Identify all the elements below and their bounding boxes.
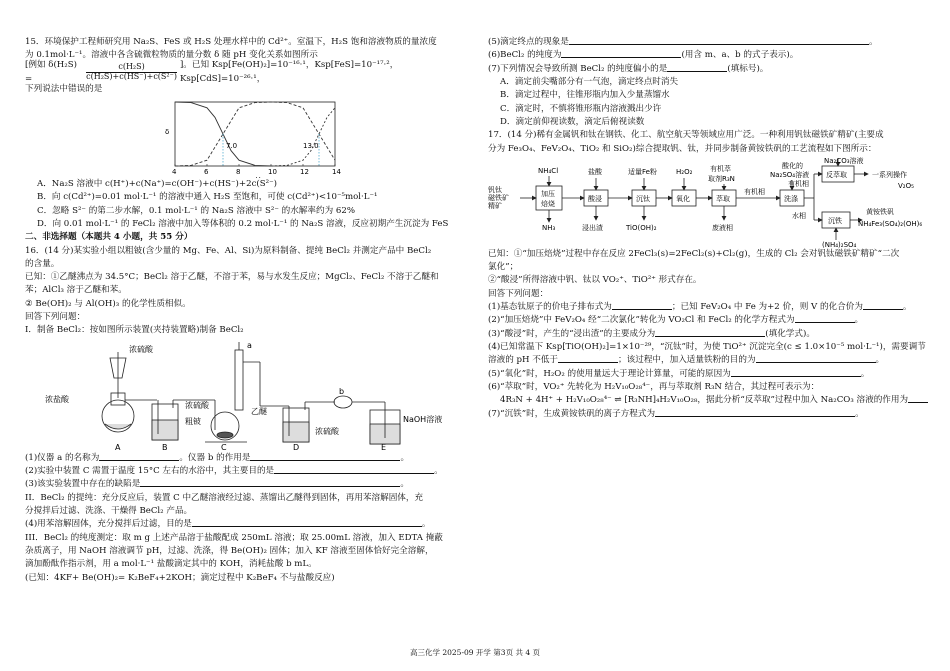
flow-nh4cl: NH₄Cl [538, 166, 559, 175]
q17-3-tail: (填化学式)。 [765, 328, 815, 339]
q16-6-tail: (用含 m、a、b 的式子表示)。 [681, 50, 799, 61]
q16-7-option-d: D．滴定前仰视读数，滴定后俯视读数 [500, 116, 645, 127]
label-conc-h2so4-1: 浓硫酸 [129, 344, 153, 354]
label-A: A [115, 442, 121, 452]
q16-sub-3: (3)该实验装置中存在的缺陷是 。 [25, 479, 409, 490]
q17-known-3: ②“酸浸”所得溶液中钒、钛以 VO₂⁺、TiO²⁺ 形式存在。 [488, 275, 702, 286]
x-tick-label: 8 [236, 167, 241, 176]
q17-sub-1: (1)基态钛原子的价电子排布式为 ；已知 FeV₂O₄ 中 Fe 为+2 价，则 V 的化合价为 。 [488, 302, 912, 313]
q17-4c-text: ；该过程中，加入适量铁粉的目的为 [618, 355, 756, 366]
flow-precip-fe: 沉铁 [828, 216, 842, 225]
q16-sub-4: (4)用苯溶解固体，充分搅拌后过滤，目的是 。 [25, 519, 431, 530]
drying-tube-b [334, 396, 352, 408]
q16-7-text: (7)下列情况会导致所测 BeCl₂ 的纯度偏小的是 [488, 63, 668, 74]
left-column [25, 36, 465, 585]
q17-3-text: (3)“酸浸”时，产生的“浸出渣”的主要成分为 [488, 328, 656, 339]
x-tick-label: 4 [172, 167, 177, 176]
q16-7-option-c: C．滴定时，不慎将锥形瓶内溶液溅出少许 [500, 103, 662, 114]
formula-tail: ]。已知 Ksp[Fe(OH)₂]=10⁻¹⁶·¹，Ksp[FeS]=10⁻¹⁷·²，Ksp[CdS]=10⁻²⁶·¹， [179, 60, 399, 84]
x-tick-label: 10 [268, 167, 277, 176]
crude-be [217, 432, 233, 438]
annotation-label: 7.0 [226, 141, 238, 150]
y-axis-label: δ [165, 127, 170, 136]
q16-part-3d: (已知：4KF+ Be(OH)₂= K₂BeF₄+2KOH；滴定过程中 K₂BeF₄ 不与盐酸反应) [25, 572, 335, 583]
flow-leach: 酸浸 [588, 194, 602, 203]
q15-stem-1: 15．环境保护工程师研究用 Na₂S、FeS 或 H₂S 处理水样中的 Cd²⁺。室温下，H₂S 饱和溶液物质的量浓度 [25, 37, 437, 47]
q17-sub-4b: 溶液的 pH 不低于 ；该过程中，加入适量铁粉的目的为 。 [488, 355, 885, 366]
q15-option-a: A．Na₂S 溶液中 c(H⁺)+c(Na⁺)=c(OH⁻)+c(HS⁻)+2c(S²⁻) [37, 178, 277, 189]
label-naoh: NaOH溶液 [403, 414, 443, 424]
q16-stem-2: 的含量。 [25, 258, 60, 269]
flow-ore-3: 精矿 [488, 201, 502, 210]
answer-blank[interactable] [569, 36, 869, 45]
q16-sub-6 [488, 49, 928, 62]
q15-option-d: D．向 0.01 mol·L⁻¹ 的 FeCl₂ 溶液中加入等体积的 0.2 mol·L⁻¹ 的 Na₂S 溶液，反应初期产生沉淀为 FeS [37, 218, 449, 229]
flow-h2o2: H₂O₂ [676, 167, 693, 176]
x-tick-label: 12 [300, 167, 309, 176]
flow-na2co3: Na₂CO₃溶液 [824, 156, 864, 165]
flow-nh4so4: (NH₄)₂SO₄ [822, 240, 857, 248]
flow-water-phase: 水相 [792, 211, 806, 220]
answer-blank[interactable] [667, 63, 727, 72]
q16-sub-7 [488, 63, 928, 76]
q16-part-1: I．制备 BeCl₂：按如图所示装置(夹持装置略)制备 BeCl₂ [25, 325, 244, 336]
chart-frame [175, 102, 335, 166]
q16-4-text: (4)用苯溶解固体，充分搅拌后过滤，目的是 [25, 519, 192, 530]
speciation-chart [25, 96, 465, 178]
apparatus-diagram [25, 338, 465, 452]
formula-lead: [例如 δ(H₂S) = [25, 60, 77, 84]
q16-7-option-b: B．滴定过程中，往锥形瓶内加入少量蒸馏水 [500, 90, 670, 101]
answer-blank[interactable] [558, 354, 618, 363]
q16-known-1: 已知：①乙醚沸点为 34.5°C；BeCl₂ 溶于乙醚，不溶于苯，易与水发生反应；MgCl₂、FeCl₂ 不溶于乙醚和 [25, 272, 439, 283]
q16-stem-1: 16．(14 分)某实验小组以粗铍(含少量的 Mg、Fe、Al、Si)为原料制备、提纯 BeCl₂ 并测定产品中 BeCl₂ [25, 245, 432, 256]
q17-sub-3 [488, 328, 928, 341]
flow-precip-ti: 沉钛 [636, 194, 650, 203]
answer-blank[interactable] [250, 452, 400, 461]
label-ether: 乙醚 [251, 406, 267, 416]
flow-waste: 废液相 [712, 223, 733, 232]
label-b: b [339, 386, 345, 396]
q17-7-text: (7)“沉铁”时，生成黄铵铁矾的离子方程式为 [488, 408, 656, 419]
q16-known-2: 苯；AlCl₃ 溶于乙醚和苯。 [25, 285, 127, 296]
answer-blank[interactable] [99, 452, 179, 461]
series-line-1 [175, 102, 335, 166]
answer-blank[interactable] [908, 394, 928, 403]
flow-tioh: TiO(OH)₂ [626, 223, 657, 232]
condenser-a [235, 350, 243, 410]
bottle-d-liquid [283, 422, 309, 442]
flow-org-phase: 有机相 [744, 187, 765, 196]
answer-blank[interactable] [655, 328, 765, 337]
formula-fraction [86, 63, 177, 82]
q16-part-3a: III．BeCl₂ 的纯度测定：取 m g 上述产品溶于盐酸配成 250mL 溶液；取 25.00mL 溶液，加入 EDTA 掩蔽 [25, 532, 443, 543]
q17-answer-prompt: 回答下列问题： [488, 288, 549, 299]
answer-blank[interactable] [731, 368, 861, 377]
flow-roast-1: 加压 [541, 189, 555, 198]
flow-extract: 萃取 [716, 194, 730, 203]
answer-blank[interactable] [140, 478, 400, 487]
answer-blank[interactable] [863, 301, 903, 310]
formula-numerator: c(H₂S) [118, 62, 145, 72]
q16-part-3c: 滴加酚酞作指示剂，用 a mol·L⁻¹ 盐酸滴定其中的 KOH，消耗盐酸 b mL。 [25, 559, 317, 570]
answer-blank[interactable] [612, 301, 672, 310]
page-footer: 高三化学 2025-09 开学 第3页 共 4 页 [409, 648, 540, 657]
flow-ore-2: 磁铁矿 [488, 193, 509, 202]
q17-sub-6a: (6)“萃取”时，VO₂⁺ 先转化为 H₂V₁₀O₂₈⁴⁻，再与萃取剂 R₃N 结合，其过程可表示为： [488, 381, 820, 392]
flow-extractant-2: 取剂R₃N [708, 174, 735, 183]
q15-option-c: C．忽略 S²⁻ 的第二步水解，0.1 mol·L⁻¹ 的 Na₂S 溶液中 S²⁻ 的水解率约为 62% [37, 205, 356, 216]
q16-known-3: ② Be(OH)₂ 与 Al(OH)₃ 的化学性质相似。 [25, 298, 191, 309]
q17-sub-6b [488, 394, 928, 407]
q16-part-3b: 杂质离子，用 NaOH 溶液调节 pH，过滤、洗涤，得 Be(OH)₂ 固体；加入 KF 溶液至固体恰好完全溶解， [25, 545, 434, 556]
flow-hcl: 盐酸 [588, 167, 602, 176]
q16-sub-1: (1)仪器 a 的名称为 。仪器 b 的作用是 。 [25, 452, 410, 463]
label-E: E [381, 442, 387, 452]
label-conc-h2so4-3: 浓硫酸 [315, 426, 339, 436]
q17-known-1: 已知：①“加压焙烧”过程中存在反应 2FeCl₃(s)=2FeCl₂(s)+Cl₂(g)，生成的 Cl₂ 会对钒钛磁铁矿精矿“二次 [488, 248, 900, 259]
x-tick-label: 6 [204, 167, 209, 176]
flow-fe-powder: 适量Fe粉 [628, 167, 657, 176]
q16-1b-text: 。仪器 b 的作用是 [179, 452, 251, 463]
q16-answer-prompt: 回答下列问题： [25, 312, 86, 323]
answer-blank[interactable] [192, 518, 422, 527]
x-axis-label [251, 176, 261, 178]
q15-formula [25, 60, 465, 84]
q16-7-option-a: A．滴定前尖嘴部分有一气泡，滴定终点时消失 [500, 76, 679, 87]
flow-org-phase-2: 有机相 [788, 179, 809, 188]
x-tick-label: 14 [332, 167, 341, 176]
label-crude-be: 粗铍 [185, 416, 201, 426]
flow-ore-1: 钒钛 [488, 185, 502, 194]
q16-2-text: (2)实验中装置 C 需置于温度 15°C 左右的水浴中，其主要目的是 [25, 466, 275, 476]
q17-4b-text: 溶液的 pH 不低于 [488, 355, 559, 366]
flow-extractant-1: 有机萃 [710, 164, 731, 173]
flow-acid-na-2: Na₂SO₄溶液 [770, 170, 810, 179]
flow-wash: 洗涤 [784, 194, 798, 203]
q17-sub-2: (2)“加压焙烧”中 FeV₂O₄ 经“二次氯化”转化为 VO₂Cl 和 FeCl₂ 的化学方程式为 。 [488, 315, 864, 326]
q16-sub-5: (5)滴定终点的现象是 。 [488, 37, 878, 47]
q16-3-text: (3)该实验装置中存在的缺陷是 [25, 479, 141, 490]
q16-6-text: (6)BeCl₂ 的纯度为 [488, 50, 562, 61]
q17-5-text: (5)“氧化”时，H₂O₂ 的使用量远大于理论计算量，可能的原因为 [488, 368, 731, 379]
q16-part-2b: 分搅拌后过滤、洗涤、干燥得 BeCl₂ 产品。 [25, 505, 193, 516]
answer-blank[interactable] [756, 354, 876, 363]
flow-series: 一系列操作 [872, 170, 907, 179]
flask-a-liquid [105, 424, 131, 429]
series-line-2 [271, 108, 335, 166]
section-2-heading: 二、非选择题（本题共 4 小题，共 55 分） [25, 232, 193, 243]
flow-roast-2: 焙烧 [541, 199, 555, 208]
q16-7-tail: (填标号)。 [727, 63, 769, 74]
q16-sub-2: (2)实验中装置 C 需置于温度 15°C 左右的水浴中，其主要目的是 。 [25, 466, 443, 476]
process-flow-diagram [488, 156, 928, 248]
q17-sub-5: (5)“氧化”时，H₂O₂ 的使用量远大于理论计算量，可能的原因为 。 [488, 368, 870, 379]
answer-blank[interactable] [795, 314, 855, 323]
q15-option-b: B．向 c(Cd²⁺)=0.01 mol·L⁻¹ 的溶液中通入 H₂S 至饱和，可使 c(Cd²⁺)<10⁻⁵mol·L⁻¹ [37, 192, 378, 203]
q16-part-2a: II．BeCl₂ 的提纯：充分反应后，装置 C 中乙醚溶液经过滤、蒸馏出乙醚得到固体，再用苯溶解固体，充 [25, 492, 424, 503]
label-D: D [293, 442, 300, 452]
q17-known-2: 氯化”； [488, 262, 519, 273]
label-C: C [221, 442, 227, 452]
q17-2-text: (2)“加压焙烧”中 FeV₂O₄ 经“二次氯化”转化为 VO₂Cl 和 FeCl₂ 的化学方程式为 [488, 315, 795, 326]
label-conc-hcl: 浓盐酸 [45, 394, 69, 404]
q17-sub-7: (7)“沉铁”时，生成黄铵铁矾的离子方程式为 。 [488, 408, 864, 419]
flow-svg [488, 156, 928, 248]
flow-jarosite-1: 黄铵铁矾 [866, 207, 894, 216]
q17-1-text: (1)基态钛原子的价电子排布式为 [488, 302, 612, 313]
q17-1b-text: ；已知 FeV₂O₄ 中 Fe 为+2 价，则 V 的化合价为 [671, 302, 863, 313]
apparatus-svg [25, 338, 465, 452]
flow-acid-na-1: 酸化的 [782, 161, 803, 170]
flow-v2o5: V₂O₅ [898, 181, 914, 190]
flow-back: 反萃取 [826, 170, 847, 179]
q17-sub-4a: (4)已知常温下 Ksp[TiO(OH)₂]=1×10⁻²⁹，“沉钛”时，为使 TiO²⁺ 沉淀完全(c ≤ 1.0×10⁻⁵ mol·L⁻¹)，需要调节 [488, 342, 926, 352]
flow-nh3: NH₃ [542, 223, 556, 232]
annotation-label: 13.0 [303, 141, 319, 150]
answer-blank[interactable] [561, 49, 681, 58]
q15-stem-3: 下列说法中错误的是 [25, 83, 103, 94]
speciation-chart-svg [25, 96, 465, 178]
answer-blank[interactable] [274, 465, 434, 474]
formula-denominator: c(H₂S)+c(HS⁻)+c(S²⁻) [86, 72, 177, 82]
q16-5-text: (5)滴定终点的现象是 [488, 37, 569, 47]
q17-stem-1: 17．(14 分)稀有金属钒和钛在钢铁、化工、航空航天等领域应用广泛。一种利用钒钛磁铁矿精矿(主要成 [488, 130, 884, 141]
q15-stem-2: 为 0.1mol·L⁻¹。溶液中各含硫微粒物质的量分数 δ 随 pH 变化关系如图所示 [25, 50, 318, 61]
label-a: a [247, 340, 252, 350]
q16-1-text: (1)仪器 a 的名称为 [25, 452, 100, 463]
label-conc-h2so4-2: 浓硫酸 [185, 400, 209, 410]
bottle-b-liquid [152, 420, 178, 440]
q17-6b-text: 4R₃N + 4H⁺ + H₂V₁₀O₂₈⁴⁻ ⇌ [R₃NH]₄H₂V₁₀O₂₈，据此分析“反萃取”过程中加入 Na₂CO₃ 溶液的作用为 [500, 395, 909, 406]
flow-jarosite-2: NH₄Fe₃(SO₄)₂(OH)₆ [858, 219, 923, 228]
label-B: B [162, 442, 168, 452]
q17-stem-2: 分为 Fe₃O₄、FeV₂O₄、TiO₂ 和 SiO₂)综合提取钒、钛，并同步制备黄铵铁矾的工艺流程如下图所示： [488, 143, 877, 154]
right-column [488, 36, 928, 421]
flow-residue: 浸出渣 [582, 223, 603, 232]
flow-oxid: 氧化 [676, 194, 690, 203]
answer-blank[interactable] [655, 408, 855, 417]
